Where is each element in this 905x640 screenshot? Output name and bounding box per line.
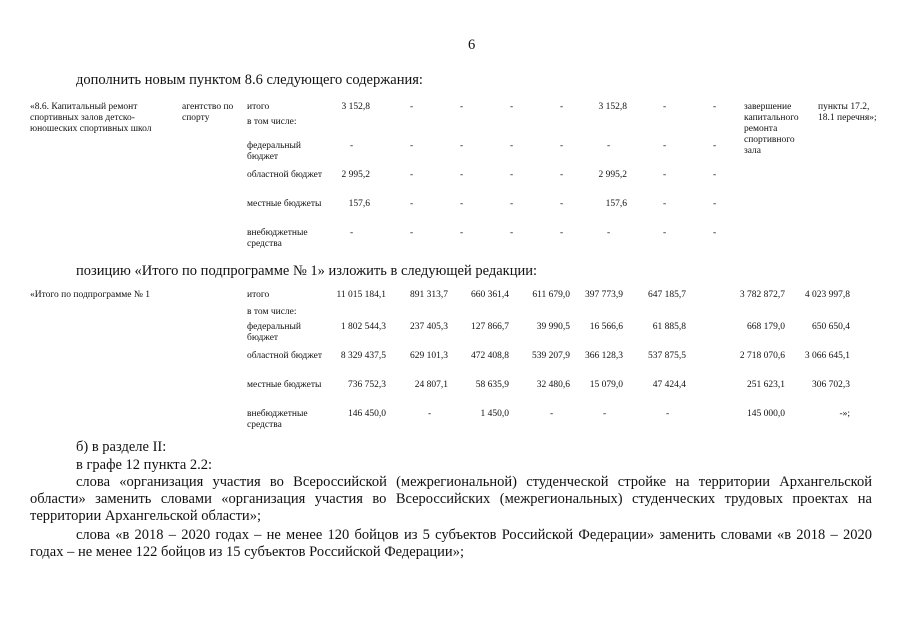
table-cell: 2 995,2 [598,170,627,180]
table-cell: - [663,102,667,112]
table-cell: - [510,228,514,238]
table-cell: - [663,141,667,151]
table-cell: - [410,170,414,180]
table-cell: - [663,170,667,180]
table-cell: 157,6 [348,199,370,209]
row-label: внебюджетные средства [247,228,308,249]
table-cell: 539 207,9 [532,351,570,361]
table-cell: 629 101,3 [410,351,448,361]
paragraph-1: слова «организация участия во Всероссийской (межрегиональной) студенческой стройке на территории Архангельской области» заменить словами «организация участия во Всероссийских (межрегиональных) студенческих трудовых проектах на территории Архангельской области»; [30,474,872,524]
row-label: внебюджетные средства [247,409,308,430]
table-cell: 647 185,7 [648,290,686,300]
intro-line-1: дополнить новым пунктом 8.6 следующего содержания: [76,72,423,88]
table-cell: 4 023 997,8 [804,290,850,300]
row-label: местные бюджеты [247,380,322,390]
table-cell: 145 000,0 [747,409,785,419]
table-cell: - [510,102,514,112]
table-cell: - [603,409,607,419]
page-number: 6 [468,37,476,53]
table1-indicators: пункты 17.2, 18.1 перечня»; [818,102,877,123]
table-cell: - [460,141,464,151]
table-cell: - [410,141,414,151]
row-label: в том числе: [247,307,297,317]
table-cell: 16 566,6 [589,322,623,332]
table-cell: 2 995,2 [341,170,370,180]
table-cell: - [666,409,670,419]
table-cell: 2 718 070,6 [739,351,785,361]
table-cell: - [428,409,432,419]
table1-executor: агентство по спорту [182,102,234,123]
table-cell: 8 329 437,5 [340,351,386,361]
row-label: федеральный бюджет [247,141,301,162]
table-cell: 736 752,3 [348,380,386,390]
table-cell: - [510,170,514,180]
table-cell: - [410,228,414,238]
table-cell: - [713,170,717,180]
table-cell: - [460,170,464,180]
table-cell: 397 773,9 [585,290,623,300]
table-cell: 537 875,5 [648,351,686,361]
table-cell: 3 152,8 [341,102,370,112]
paragraph-2: слова «в 2018 – 2020 годах – не менее 120 бойцов из 5 субъектов Российской Федерации» заменить словами «в 2018 – 2020 годах – не менее 122 бойцов из 15 субъектов Российской Федерации»; [30,527,872,560]
table-cell: - [560,102,564,112]
table-cell: - [607,228,611,238]
table1-result: завершение капитального ремонта спортивного зала [744,102,799,156]
table-cell: - [460,199,464,209]
intro-line-2: позицию «Итого по подпрограмме № 1» изложить в следующей редакции: [76,263,538,279]
table-cell: - [560,170,564,180]
table-cell: 668 179,0 [747,322,785,332]
table-cell: 650 650,4 [812,322,850,332]
table-cell: 11 015 184,1 [336,290,386,300]
row-label: в том числе: [247,117,297,127]
table-cell: 15 079,0 [589,380,623,390]
table-cell: - [663,228,667,238]
para-c: в графе 12 пункта 2.2: [76,457,213,473]
table-cell: 146 450,0 [348,409,386,419]
table-cell: - [713,199,717,209]
table-cell: 472 408,8 [471,351,509,361]
row-label: областной бюджет [247,351,323,361]
table-cell: 3 782 872,7 [739,290,785,300]
table-cell: 611 679,0 [532,290,570,300]
table-cell: 237 405,3 [410,322,448,332]
table-cell: - [663,199,667,209]
table-cell: 660 361,4 [471,290,509,300]
table2-item-name: «Итого по подпрограмме № 1 [30,290,151,300]
row-label: местные бюджеты [247,199,322,209]
table-cell: 157,6 [605,199,627,209]
table-cell: 32 480,6 [536,380,570,390]
table-cell: - [560,199,564,209]
table-cell: - [460,102,464,112]
table-cell: - [713,102,717,112]
table-cell: 891 313,7 [410,290,448,300]
table-cell: 366 128,3 [585,351,623,361]
table-cell: 1 450,0 [480,409,509,419]
table-cell: - [460,228,464,238]
table-cell: - [560,228,564,238]
table-cell: 127 866,7 [471,322,509,332]
table-cell: - [410,199,414,209]
table-cell: 3 066 645,1 [804,351,850,361]
table-cell: 251 623,1 [747,380,785,390]
table-cell: - [510,199,514,209]
row-label: областной бюджет [247,170,323,180]
para-b: б) в разделе II: [76,439,167,455]
table-cell: 306 702,3 [812,380,850,390]
table-cell: 39 990,5 [536,322,570,332]
table-cell: 24 807,1 [414,380,448,390]
row-label: итого [247,102,270,112]
table-cell: - [607,141,611,151]
row-label: федеральный бюджет [247,322,301,343]
table-cell: - [510,141,514,151]
row-label: итого [247,290,270,300]
table-cell: - [560,141,564,151]
table1-item-name: «8.6. Капитальный ремонт спортивных залов детско-юношеских спортивных школ [30,102,152,134]
table-cell: - [350,141,354,151]
table-cell: 61 885,8 [652,322,686,332]
table-cell: - [550,409,554,419]
table-cell: 3 152,8 [598,102,627,112]
table-cell: -»; [839,409,850,419]
table-cell: - [713,228,717,238]
table-cell: 58 635,9 [475,380,509,390]
table-cell: 1 802 544,3 [340,322,386,332]
table-cell: 47 424,4 [652,380,686,390]
table-cell: - [350,228,354,238]
table-cell: - [713,141,717,151]
table-cell: - [410,102,414,112]
